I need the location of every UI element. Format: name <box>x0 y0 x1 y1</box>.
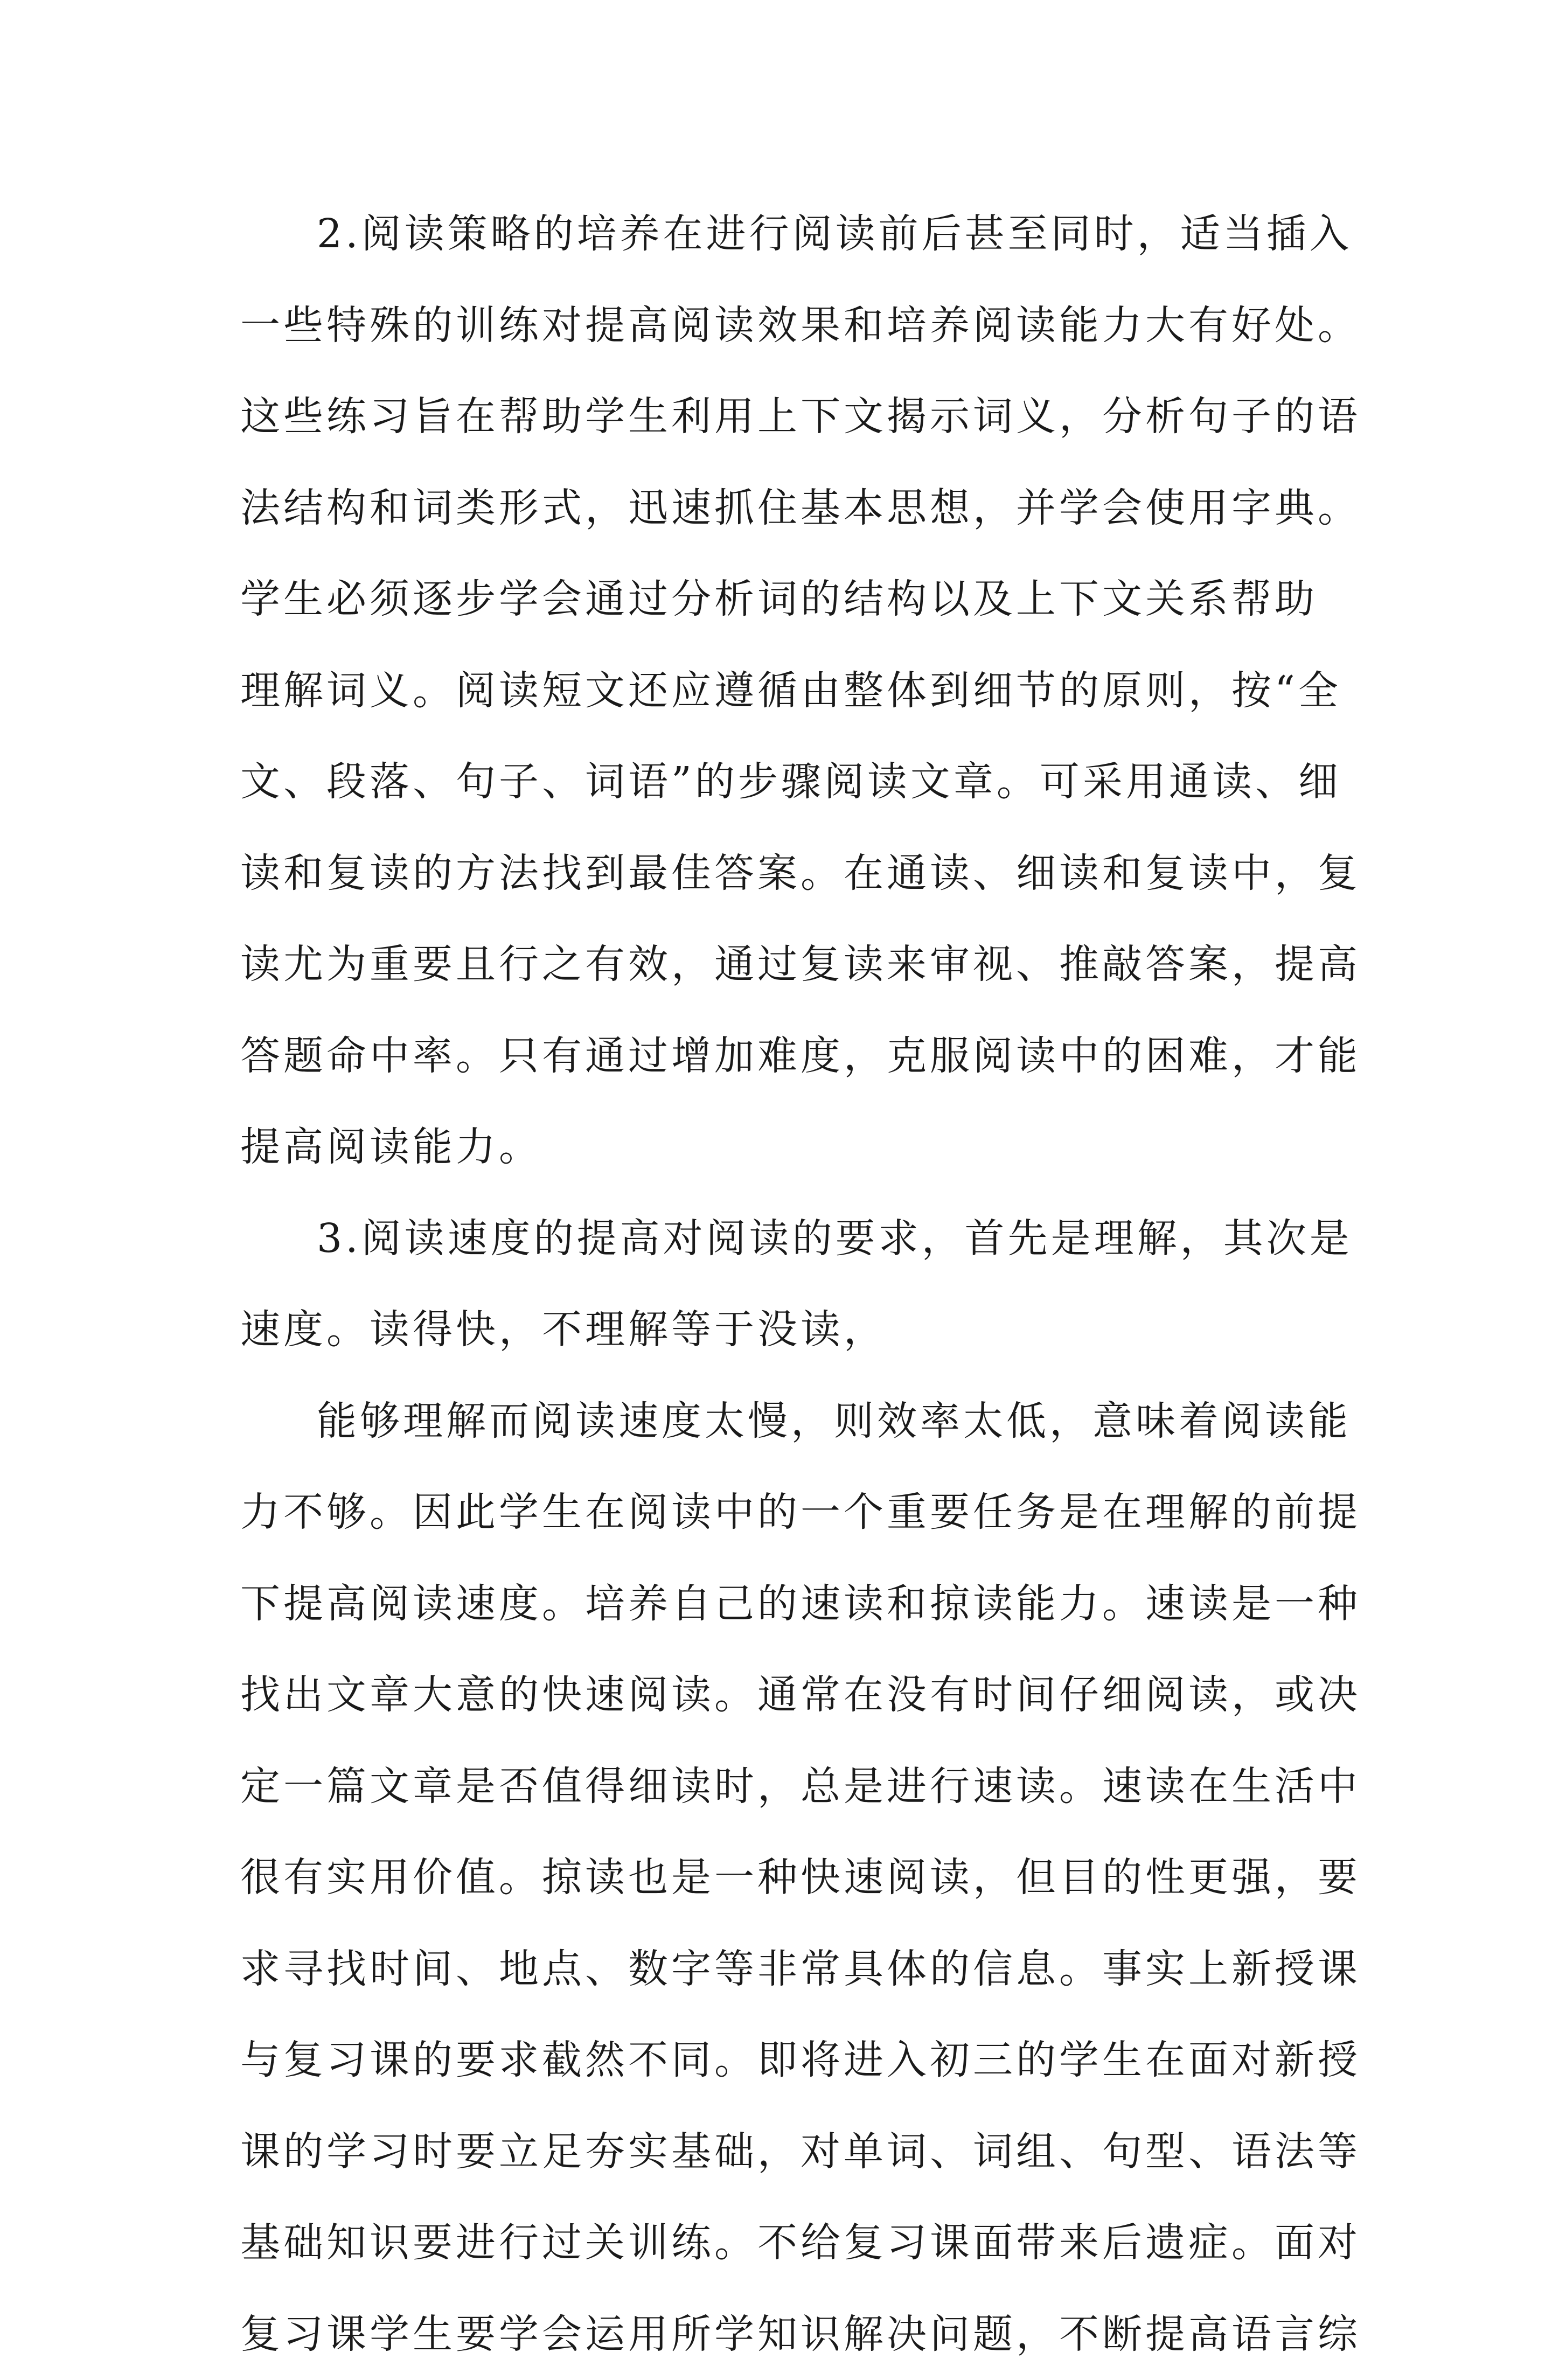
text-line: 学生必须逐步学会通过分析词的结构以及上下文关系帮助 <box>240 554 1323 645</box>
text-line: 下提高阅读速度。培养自己的速读和掠读能力。速读是一种 <box>240 1558 1323 1650</box>
text-line: 很有实用价值。掠读也是一种快速阅读，但目的性更强，要 <box>240 1832 1323 1924</box>
text-line: 基础知识要进行过关训练。不给复习课面带来后遗症。面对 <box>240 2197 1323 2289</box>
text-line: 提高阅读能力。 <box>240 1102 1323 1193</box>
text-line: 读和复读的方法找到最佳答案。在通读、细读和复读中，复 <box>240 828 1323 920</box>
text-line: 答题命中率。只有通过增加难度，克服阅读中的困难，才能 <box>240 1011 1323 1102</box>
text-line: 速度。读得快，不理解等于没读， <box>240 1284 1323 1376</box>
text-line: 与复习课的要求截然不同。即将进入初三的学生在面对新授 <box>240 2015 1323 2106</box>
text-line: 能够理解而阅读速度太慢，则效率太低，意味着阅读能 <box>240 1376 1323 1467</box>
text-line: 一些特殊的训练对提高阅读效果和培养阅读能力大有好处。 <box>240 280 1323 372</box>
text-line: 力不够。因此学生在阅读中的一个重要任务是在理解的前提 <box>240 1467 1323 1558</box>
text-line: 课的学习时要立足夯实基础，对单词、词组、句型、语法等 <box>240 2106 1323 2198</box>
text-line: 复习课学生要学会运用所学知识解决问题，不断提高语言综 <box>240 2289 1323 2380</box>
text-line: 3.阅读速度的提高对阅读的要求，首先是理解，其次是 <box>240 1193 1323 1285</box>
text-line: 2.阅读策略的培养在进行阅读前后甚至同时，适当插入 <box>240 189 1323 280</box>
text-line: 找出文章大意的快速阅读。通常在没有时间仔细阅读，或决 <box>240 1650 1323 1741</box>
text-line: 这些练习旨在帮助学生利用上下文揭示词义，分析句子的语 <box>240 371 1323 463</box>
document-body <box>240 189 1323 2380</box>
text-line: 定一篇文章是否值得细读时，总是进行速读。速读在生活中 <box>240 1741 1323 1833</box>
text-line: 文、段落、句子、词语”的步骤阅读文章。可采用通读、细 <box>240 736 1323 828</box>
text-line: 法结构和词类形式，迅速抓住基本思想，并学会使用字典。 <box>240 463 1323 554</box>
text-line: 求寻找时间、地点、数字等非常具体的信息。事实上新授课 <box>240 1924 1323 2015</box>
text-line: 读尤为重要且行之有效，通过复读来审视、推敲答案，提高 <box>240 919 1323 1011</box>
text-line: 理解词义。阅读短文还应遵循由整体到细节的原则，按“全 <box>240 645 1323 737</box>
